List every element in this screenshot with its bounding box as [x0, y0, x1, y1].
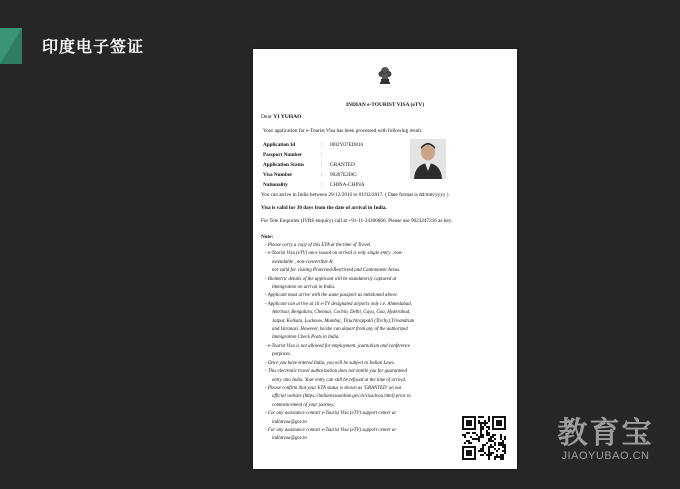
field-colon: : — [321, 172, 323, 179]
validity-text: Visa is valid for 30 days from the date of arrival in India. — [261, 205, 387, 211]
field-colon: : — [321, 142, 323, 149]
note-line: Amritsar, Bengaluru, Chennai, Cochin, Delhi, Gaya, Goa, Hyderabad, — [272, 310, 411, 316]
note-line: extendable , non-convertible & — [272, 259, 333, 265]
note-line: - Applicant must arrive with the same passport as mentioned above. — [265, 293, 398, 299]
note-line: purposes. — [272, 352, 291, 358]
note-line: - This electronic travel authorization does not entitle you for guaranteed — [265, 369, 407, 375]
note-line: commencement of your journey. — [272, 402, 335, 408]
field-colon: : — [321, 162, 323, 169]
applicant-portrait-icon — [410, 139, 446, 179]
note-line: - e-Tourist Visa is not allowed for employment, journalism and conference — [265, 343, 411, 349]
field-label: Application Id — [263, 142, 296, 149]
notes-list — [265, 242, 461, 444]
note-line: official website (https://indianvisaonline.gov.in/visa/tvoa.html) prior to — [272, 394, 411, 400]
note-heading: Note: — [261, 234, 274, 240]
note-line: - Once you have entered India, you will be subject to Indian Laws. — [265, 360, 395, 366]
applicant-photo — [410, 139, 446, 179]
note-line: - Biometric details of the applicant will be mandatorily captured at — [265, 276, 397, 282]
slide-title: 印度电子签证 — [42, 39, 145, 56]
field-row — [263, 161, 400, 171]
national-emblem-icon — [377, 63, 393, 85]
note-line: - For any assistance contact e-Tourist Visa (eTV) support center at — [265, 427, 396, 433]
field-row — [263, 141, 400, 151]
field-row — [263, 171, 400, 181]
note-line: - Please carry a copy of this ETA at the time of Travel. — [265, 243, 372, 248]
accent-triangle — [0, 28, 22, 64]
salutation-word: Dear — [261, 114, 272, 120]
note-line: entry into India. Your entry can still be refused at the time of arrival. — [272, 377, 407, 383]
note-line: Immigration Check Posts in India. — [272, 335, 340, 341]
field-value: GRANTED — [330, 162, 355, 169]
field-colon: : — [321, 182, 323, 189]
qr-code-icon — [462, 416, 506, 460]
note-line: - Applicant can arrive at 16 e-TV designated airports only i.e. Ahmedabad, — [265, 301, 412, 307]
tele-enquiry-text: For Tele Enquiries (IVRS enquiry) call at +91-11-24300666. Please use 9023247216 as key. — [261, 218, 453, 224]
document-title: INDIAN e-TOURIST VISA (eTV) — [345, 102, 425, 108]
field-value: 90207E2I8G — [330, 172, 357, 179]
note-line: not valid for visiting Protected/Restricted and Cantonment Areas. — [272, 268, 401, 274]
visa-document — [253, 49, 517, 469]
note-line: - For any assistance contact e-Tourist Visa (eTV) support center at — [265, 411, 396, 417]
field-row — [263, 181, 400, 191]
field-row — [263, 151, 400, 161]
intro-text: Your application for e-Tourist Visa has been processed with following result. — [263, 128, 423, 134]
field-value: I002Y07ED816 — [330, 142, 364, 149]
note-line: indiatvoa@gov.in — [272, 436, 307, 442]
visa-fields — [263, 141, 400, 191]
field-colon: : — [321, 152, 323, 159]
field-label: Application Status — [263, 162, 305, 169]
field-label: Nationality — [263, 182, 288, 189]
watermark-domain: JIAOYUBAO.CN — [561, 450, 650, 462]
field-label: Visa Number — [263, 172, 293, 179]
note-line: indiatvoa@gov.in — [272, 419, 307, 425]
note-line: - e-Tourist Visa (eTV) once issued on arrival is only single entry , non- — [265, 251, 404, 257]
note-line: Jaipur, Kolkata, Lucknow, Mumbai, Tiruchirappalli (Trichy),Trivandrum — [272, 318, 415, 324]
field-value: CHINA-CHINA — [330, 182, 365, 189]
note-line: and Varanasi. However, he/she can depart from any of the authorized — [272, 327, 408, 333]
field-label: Passport Number — [263, 152, 303, 159]
note-line: - Please confirm that your ETA status is shown as 'GRANTED' on our — [265, 385, 402, 391]
watermark — [548, 418, 663, 462]
salutation — [261, 114, 302, 122]
watermark-logo-text: 教育宝 — [557, 417, 654, 450]
note-line: Immigration on arrival in India. — [272, 285, 336, 291]
applicant-name: YI YUHAO — [273, 114, 302, 120]
arrival-window-text: You can arrive in India between 29/12/2016 to 01/02/2017. ( Date format is dd/mm/yyyy ) — [261, 192, 449, 198]
